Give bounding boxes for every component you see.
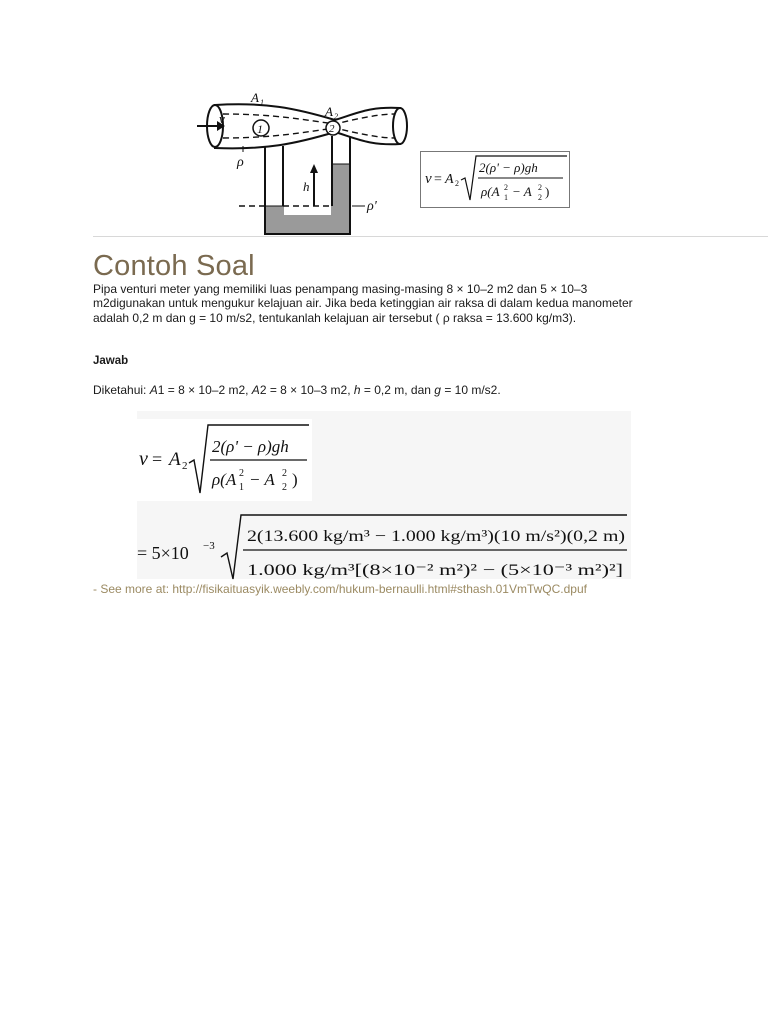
eq1-den-sq2: 2 bbox=[282, 468, 287, 479]
eq1-den-mid: − A bbox=[249, 470, 275, 489]
known-g-value: = 10 m/s2. bbox=[440, 383, 501, 397]
rho-label: ρ bbox=[237, 155, 244, 170]
known-g: g bbox=[434, 383, 441, 397]
h-label: h bbox=[303, 179, 310, 194]
svg-text:=: = bbox=[152, 449, 163, 469]
a1-subscript: 1 bbox=[260, 98, 264, 107]
page-heading: Contoh Soal bbox=[93, 250, 255, 282]
velocity-label: v bbox=[219, 111, 225, 126]
point-1-label: 1 bbox=[257, 122, 263, 136]
section-divider bbox=[93, 236, 768, 237]
eq1-den-sub2: 2 bbox=[282, 482, 287, 493]
eq2-lhs: = 5×10 bbox=[137, 543, 189, 563]
a1-label: A bbox=[251, 90, 259, 105]
formula-den-sq2: 2 bbox=[538, 183, 542, 192]
eq1-den-sub1: 1 bbox=[239, 482, 244, 493]
eq1-lhs: v bbox=[139, 448, 148, 470]
formula-den-sub2: 2 bbox=[538, 193, 542, 202]
known-h-value: = 0,2 m, dan bbox=[360, 383, 435, 397]
answer-label: Jawab bbox=[93, 355, 129, 367]
known-a2-value: 2 = 8 × 10–3 m2, bbox=[259, 383, 354, 397]
eq1-den-rho: ρ(A bbox=[212, 470, 237, 489]
eq1-numerator: 2(ρ' − ρ)gh bbox=[212, 437, 289, 456]
formula-den-sub1: 1 bbox=[504, 193, 508, 202]
a2-subscript: 2 bbox=[334, 112, 338, 121]
formula-den-close: ) bbox=[545, 184, 550, 199]
problem-text: Pipa venturi meter yang memiliki luas penampang masing-masing 8 × 10–2 m2 dan 5 × 10–3 m2digunakan untuk mengukur kelajuan air. Jika beda ketinggian air raksa di dalam kedua manometer adalah 0,2 m dan g = 10 m/s2, tentukanlah kelajuan air tersebut ( ρ raksa = 13.600 kg/m3). bbox=[93, 282, 633, 325]
known-a1-value: 1 = 8 × 10–2 m2, bbox=[157, 383, 252, 397]
known-h: h bbox=[353, 383, 361, 397]
source-link[interactable]: - See more at: http://fisikaituasyik.weebly.com/hukum-bernaulli.html#sthash.01VmTwQC.dpuf bbox=[93, 582, 587, 596]
venturi-meter-diagram bbox=[195, 88, 410, 240]
formula-numerator: 2(ρ' − ρ)gh bbox=[479, 160, 538, 175]
formula-lhs: v bbox=[425, 171, 432, 187]
solution-equations bbox=[137, 411, 631, 579]
eq2-lhs-exponent: −3 bbox=[203, 540, 215, 552]
formula-den-rho: ρ(A bbox=[481, 184, 500, 199]
eq1-a: A bbox=[169, 449, 181, 470]
formula-den-sq1: 2 bbox=[504, 183, 508, 192]
rho-prime-label: ρ' bbox=[367, 199, 377, 214]
known-a2: A bbox=[251, 383, 260, 397]
eq1-den-sq1: 2 bbox=[239, 468, 244, 479]
velocity-formula-box bbox=[420, 151, 570, 208]
eq1-a-sub: 2 bbox=[182, 460, 188, 472]
formula-den-mid: − A bbox=[512, 184, 532, 199]
known-prefix: Diketahui: bbox=[93, 383, 150, 397]
equation-2 bbox=[137, 507, 631, 587]
formula-a-sub: 2 bbox=[455, 179, 459, 188]
svg-text:): ) bbox=[292, 470, 298, 489]
known-a1: A bbox=[149, 383, 158, 397]
a2-label: A bbox=[325, 104, 333, 119]
point-2-label: 2 bbox=[329, 123, 335, 135]
formula-a: A bbox=[445, 172, 454, 187]
known-values bbox=[93, 383, 501, 397]
eq2-numerator: 2(13.600 kg/m³ − 1.000 kg/m³)(10 m/s²)(0,2 m) bbox=[247, 528, 625, 545]
eq2-denominator: 1.000 kg/m³[(8×10⁻² m²)² − (5×10⁻³ m²)²] bbox=[247, 562, 623, 579]
svg-text:=: = bbox=[434, 172, 442, 187]
equation-1-panel bbox=[137, 419, 312, 501]
